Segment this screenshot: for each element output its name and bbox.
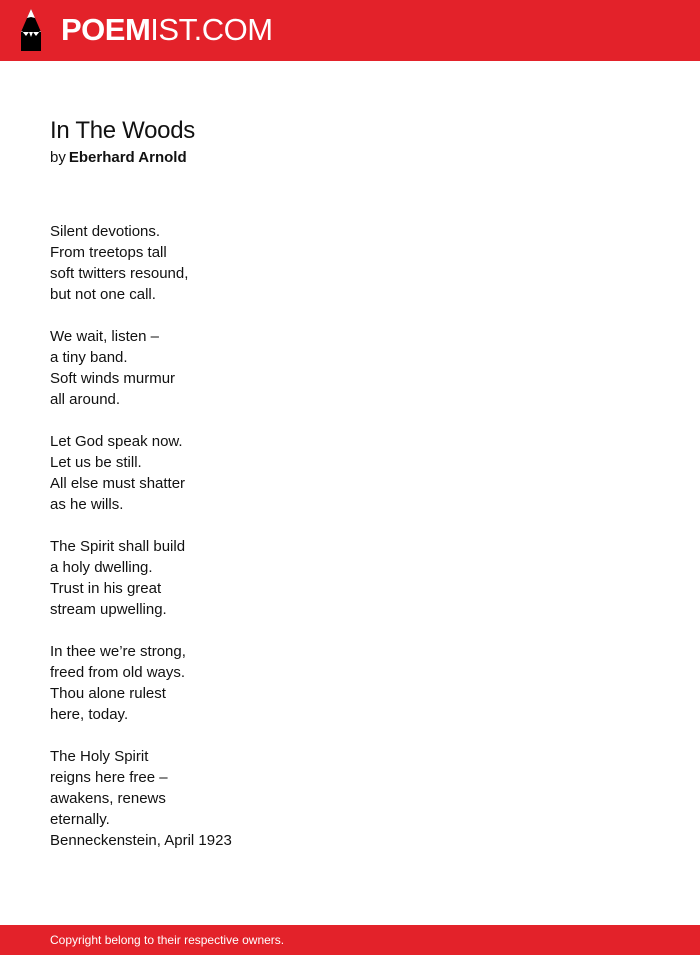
poem-line: reigns here free – [50, 769, 168, 786]
poem-line: Trust in his great [50, 580, 162, 597]
by-label: by [50, 149, 66, 166]
poem-line: a holy dwelling. [50, 559, 153, 576]
site-logo[interactable] [61, 12, 273, 48]
poem-place-date: Benneckenstein, April 1923 [50, 832, 232, 849]
site-header [0, 0, 700, 61]
stanza [50, 536, 650, 620]
stanza [50, 221, 650, 305]
poem-line: Let God speak now. [50, 433, 183, 450]
author-name: Eberhard Arnold [68, 149, 187, 166]
poem-line: all around. [50, 391, 121, 408]
poem-line: All else must shatter [50, 475, 186, 492]
byline [50, 147, 650, 169]
pencil-tip-icon [18, 9, 44, 51]
stanza [50, 431, 650, 515]
poem-line: Soft winds murmur [50, 370, 176, 387]
site-footer [0, 925, 700, 955]
poem-line: Silent devotions. [50, 223, 161, 240]
poem-line: The Holy Spirit [50, 748, 149, 765]
poem-line: stream upwelling. [50, 601, 167, 618]
poem-line: We wait, listen – [50, 328, 159, 345]
poem-line: a tiny band. [50, 349, 128, 366]
logo-text-light: IST.COM [150, 12, 273, 47]
poem-line: From treetops tall [50, 244, 167, 261]
copyright-notice: Copyright belong to their respective owners. [50, 933, 285, 947]
poem-line: but not one call. [50, 286, 156, 303]
poem-line: freed from old ways. [50, 664, 186, 681]
poem-line: eternally. [50, 811, 110, 828]
stanza [50, 641, 650, 725]
stanza [50, 326, 650, 410]
poem-line: Let us be still. [50, 454, 142, 471]
poem-line: Thou alone rulest [50, 685, 166, 702]
stanza [50, 746, 650, 851]
poem-title: In The Woods [50, 117, 195, 144]
poem-line: as he wills. [50, 496, 124, 513]
poem-line: here, today. [50, 706, 129, 723]
logo-text-bold: POEM [61, 12, 151, 47]
poem-line: In thee we’re strong, [50, 643, 186, 660]
poem-body [50, 221, 650, 851]
poem-line: soft twitters resound, [50, 265, 189, 282]
poem-line: The Spirit shall build [50, 538, 186, 555]
poem-line: awakens, renews [50, 790, 166, 807]
poem-content [50, 116, 650, 851]
